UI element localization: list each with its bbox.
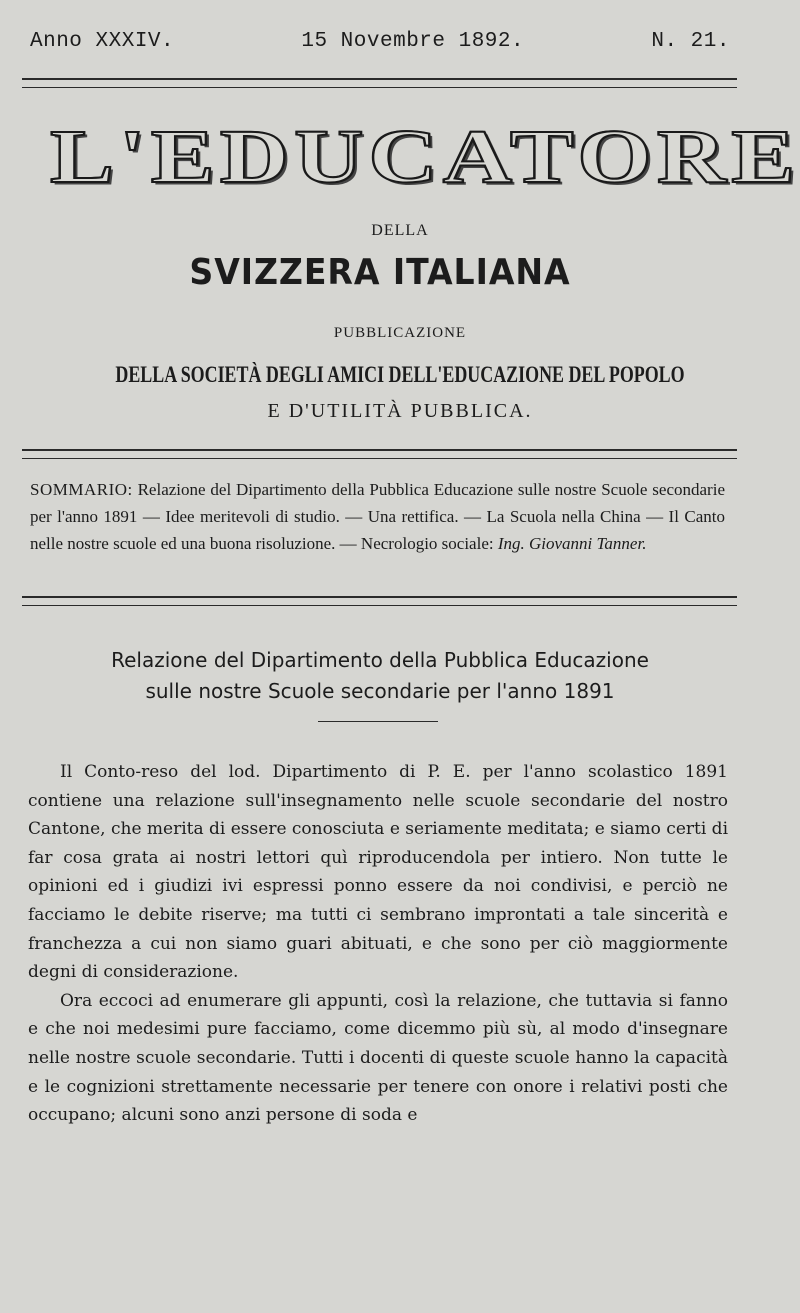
header-divider [22,78,737,88]
article-paragraph-2: Ora eccoci ad enumerare gli appunti, così la relazione, che tuttavia si fanno e che noi medesimi pure facciamo, come dicemmo più sù, al modo d'insegnare nelle nostre scuole secondarie. Tutti i docenti di queste scuole hanno la capacità e le cognizioni strettamente necessarie per tenere con onore i relativi posti che occupano; alcuni sono anzi persone di soda e [28,990,728,1126]
title-underline [318,721,438,722]
article-body [28,758,728,1130]
article-title-line-2: sulle nostre Scuole secondarie per l'anno 1891 [145,679,615,703]
summary-top-divider [22,449,737,459]
article-title-line-1: Relazione del Dipartimento della Pubblica Educazione [111,648,649,672]
masthead-subtitle: SVIZZERA ITALIANA [189,252,571,293]
masthead-society: DELLA SOCIETÀ DEGLI AMICI DELL'EDUCAZIONE DEL POPOLO [115,362,685,387]
masthead-utility: E D'UTILITÀ PUBBLICA. [267,400,533,422]
summary-text: Relazione del Dipartimento della Pubblica Educazione sulle nostre Scuole secondarie per l'anno 1891 — Idee meritevoli di studio. — Una rettifica. — La Scuola nella China — Il Canto nelle nostre scuole ed una buona risoluzione. — Necrologio sociale: [30,480,725,553]
masthead-pubblicazione: PUBBLICAZIONE [333,325,467,341]
summary-label: SOMMARIO: [30,480,133,499]
summary-block [30,476,725,557]
article-title [0,645,760,707]
issue-number: N. 21. [651,30,730,53]
article-paragraph-1: Il Conto-reso del lod. Dipartimento di P. E. per l'anno scolastico 1891 contiene una relazione sull'insegnamento nelle scuole secondarie del nostro Cantone, che merita di essere conosciuta e seriamente meditata; e siamo certi di far cosa grata ai nostri lettori quì riproducendola per intiero. Non tutte le opinioni ed i giudizi ivi espressi ponno essere da noi condivisi, e perciò ne facciamo le debite riserve; ma tutti ci sembrano improntati a tale sincerità e franchezza a cui non siamo guari abituati, e che sono per ciò maggiormente degni di considerazione. [28,762,729,983]
masthead-title: L'EDUCATORE [50,113,800,199]
summary-bottom-divider [22,596,737,606]
masthead-della: DELLA [371,222,429,239]
issue-date: 15 Novembre 1892. [301,30,525,53]
summary-necrology-name: Ing. Giovanni Tanner. [497,534,647,553]
volume-label: Anno XXXIV. [30,30,175,53]
issue-header [30,30,730,53]
